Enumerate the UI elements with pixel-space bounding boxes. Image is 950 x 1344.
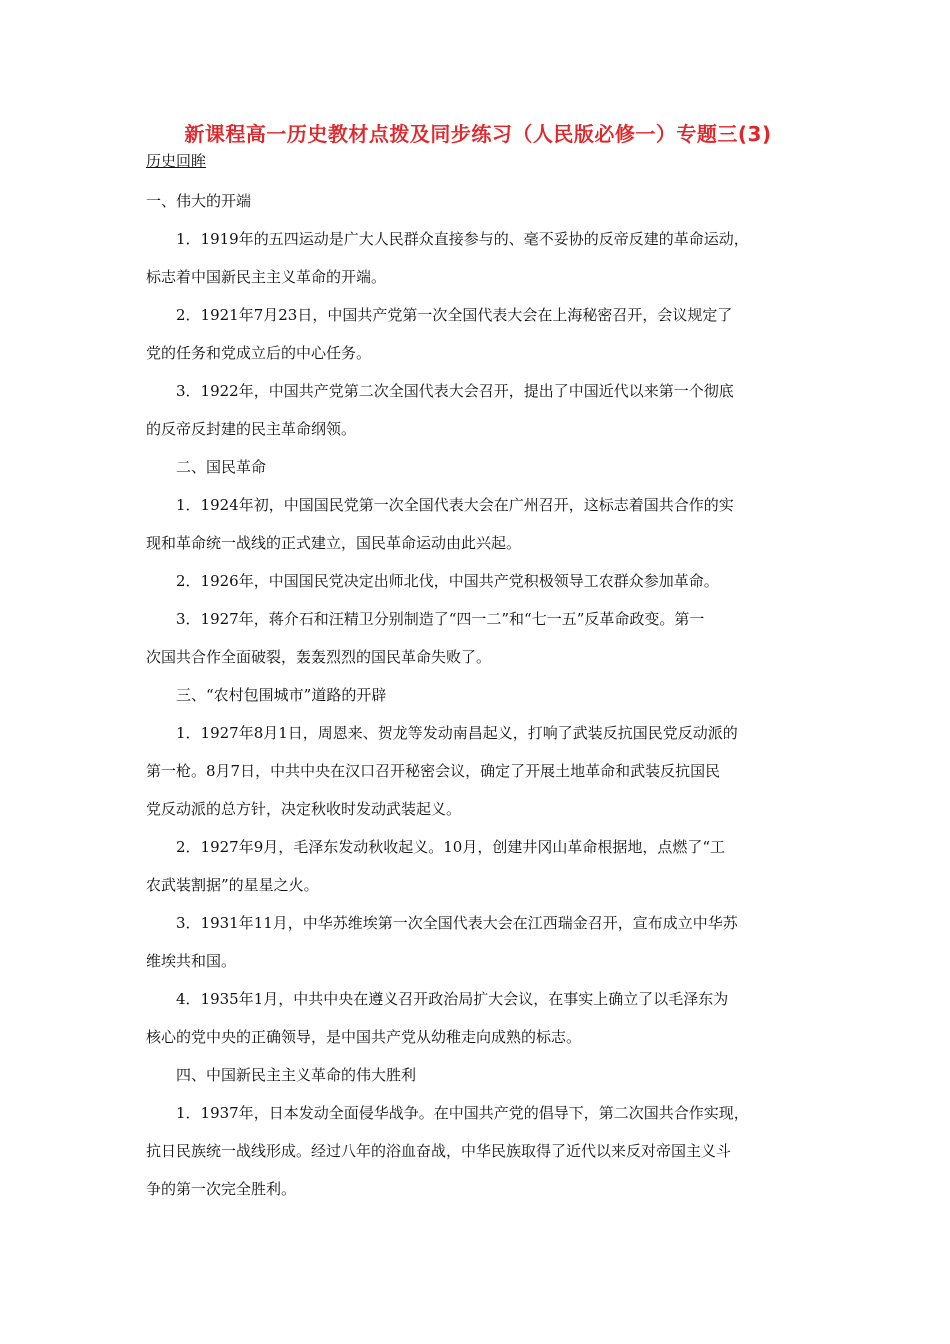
text-line: 党的任务和党成立后的中心任务。 bbox=[146, 344, 372, 362]
text-line: 现和革命统一战线的正式建立，国民革命运动由此兴起。 bbox=[146, 534, 522, 552]
text-line: 第一枪。8月7日，中共中央在汉口召开秘密会议，确定了开展土地革命和武装反抗国民 bbox=[146, 762, 721, 780]
document-body bbox=[146, 182, 810, 1208]
text-line: 标志着中国新民主主义革命的开端。 bbox=[146, 268, 387, 286]
text-line: 3．1931年11月，中华苏维埃第一次全国代表大会在江西瑞金召开，宣布成立中华苏 bbox=[176, 914, 738, 932]
text-line: 党反动派的总方针，决定秋收时发动武装起义。 bbox=[146, 800, 462, 818]
text-line: 1．1924年初，中国国民党第一次全国代表大会在广州召开，这标志着国共合作的实 bbox=[176, 496, 734, 514]
text-line: 二、国民革命 bbox=[176, 458, 267, 476]
text-line: 1．1919年的五四运动是广大人民群众直接参与的、毫不妥协的反帝反建的革命运动， bbox=[176, 230, 749, 248]
section-subtitle: 历史回眸 bbox=[146, 152, 207, 170]
text-line: 四、中国新民主主义革命的伟大胜利 bbox=[176, 1066, 417, 1084]
text-line: 的反帝反封建的民主革命纲领。 bbox=[146, 420, 357, 438]
text-line: 农武装割据”的星星之火。 bbox=[146, 876, 319, 894]
text-line: 2．1926年，中国国民党决定出师北伐，中国共产党积极领导工农群众参加革命。 bbox=[176, 572, 719, 590]
text-line: 4．1935年1月，中共中央在遵义召开政治局扩大会议，在事实上确立了以毛泽东为 bbox=[176, 990, 729, 1008]
text-line: 抗日民族统一战线形成。经过八年的浴血奋战，中华民族取得了近代以来反对帝国主义斗 bbox=[146, 1142, 732, 1160]
text-line: 2．1927年9月，毛泽东发动秋收起义。10月，创建井冈山革命根据地，点燃了“工 bbox=[176, 838, 726, 856]
text-line: 3．1927年，蒋介石和汪精卫分别制造了“四一二”和“七一五”反革命政变。第一 bbox=[176, 610, 705, 628]
text-line: 核心的党中央的正确领导，是中国共产党从幼稚走向成熟的标志。 bbox=[146, 1028, 582, 1046]
text-line: 维埃共和国。 bbox=[146, 952, 237, 970]
text-line: 次国共合作全面破裂，轰轰烈烈的国民革命失败了。 bbox=[146, 648, 492, 666]
text-line: 1．1937年，日本发动全面侵华战争。在中国共产党的倡导下，第二次国共合作实现， bbox=[176, 1104, 749, 1122]
text-line: 一、伟大的开端 bbox=[146, 192, 252, 210]
text-line: 3．1922年，中国共产党第二次全国代表大会召开，提出了中国近代以来第一个彻底 bbox=[176, 382, 734, 400]
text-line: 三、“农村包围城市”道路的开辟 bbox=[176, 686, 387, 704]
document-title: 新课程高一历史教材点拨及同步练习（人民版必修一）专题三(3) bbox=[184, 122, 772, 146]
text-line: 1．1927年8月1日，周恩来、贺龙等发动南昌起义，打响了武装反抗国民党反动派的 bbox=[176, 724, 738, 742]
text-line: 2．1921年7月23日，中国共产党第一次全国代表大会在上海秘密召开，会议规定了 bbox=[176, 306, 733, 324]
text-line: 争的第一次完全胜利。 bbox=[146, 1180, 297, 1198]
